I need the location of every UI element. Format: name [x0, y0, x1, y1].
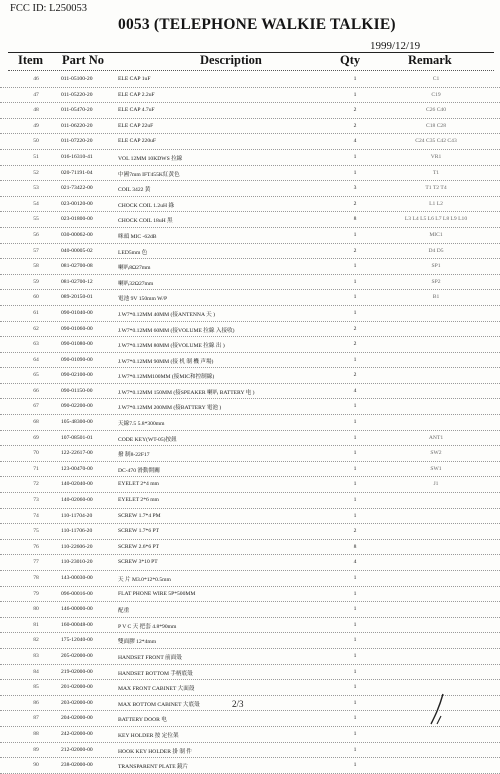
cell-qty: 1 — [353, 450, 357, 457]
cell-part-no: 023-00120-00 — [61, 200, 93, 207]
cell-part-no: 175-12040-00 — [61, 637, 93, 644]
cell-item: 73 — [33, 497, 39, 504]
cell-description: J.W7*0.12MM 60MM (接VOLUME 拉線 入接收) — [118, 327, 235, 334]
cell-qty: 1 — [353, 481, 357, 488]
cell-remark: C26 C40 — [425, 107, 447, 114]
cell-remark: L1 L2 — [429, 200, 443, 207]
cell-qty: 1 — [353, 403, 357, 410]
cell-item: 78 — [33, 575, 39, 581]
cell-item: 61 — [33, 309, 39, 316]
cell-item: 47 — [33, 91, 39, 98]
cell-remark: ANT1 — [428, 434, 444, 441]
cell-remark: B1 — [432, 294, 440, 301]
cell-part-no: 140-02060-00 — [61, 497, 93, 504]
cell-item: 90 — [33, 762, 39, 769]
cell-description: VOL 12MM 10KDWS 拉線 — [118, 155, 183, 162]
cell-item: 71 — [33, 465, 39, 472]
table-row — [0, 166, 500, 182]
cell-description: HANDSET BOTTOM 手柄底殼 — [118, 670, 193, 677]
table-row — [0, 493, 500, 509]
cell-part-no: 090-01040-00 — [61, 309, 93, 316]
table-row — [0, 384, 500, 400]
cell-description: 雙面膠 12*4mm — [118, 639, 157, 646]
cell-part-no: 143-00030-00 — [61, 575, 93, 581]
cell-remark: C24 C35 C42 C43 — [415, 138, 457, 145]
cell-qty: 1 — [353, 699, 357, 706]
cell-item: 58 — [33, 263, 39, 270]
table-row — [0, 259, 500, 275]
cell-description: 電池 9V 150mm W/P — [118, 296, 168, 303]
table-row — [0, 415, 500, 431]
cell-part-no: 110-23010-20 — [61, 559, 93, 566]
cell-description: J.W7*0.12MM 150MM (接SPEAKER 喇叭 BATTERY 电 ) — [118, 389, 255, 396]
cell-part-no: 146-00000-00 — [61, 606, 93, 613]
cell-description: 中國7mm IFT455K紅黃色 — [118, 171, 180, 178]
cell-part-no: 096-00016-00 — [61, 590, 93, 597]
cell-item: 57 — [33, 247, 39, 254]
cell-item: 69 — [33, 434, 39, 441]
cell-description: SCREW 3*10 PT — [118, 559, 158, 566]
cell-description: TRANSPARENT PLATE 鏡片 — [118, 764, 189, 771]
cell-description: CODE KEY(WT-05)按鈕 — [118, 436, 177, 443]
cell-item: 74 — [33, 512, 39, 519]
cell-part-no: 105-48300-00 — [61, 419, 93, 426]
cell-part-no: 081-02700-12 — [61, 278, 93, 285]
cell-qty: 2 — [353, 107, 357, 114]
table-row — [0, 727, 500, 743]
table-row — [0, 665, 500, 681]
cell-qty: 4 — [353, 387, 357, 394]
cell-description: ELE CAP 2.2uF — [118, 91, 155, 98]
cell-description: EYELET 2*6 mm — [118, 497, 159, 504]
cell-remark: MIC1 — [429, 231, 443, 238]
cell-part-no: 110-11706-20 — [61, 528, 93, 535]
cell-description: EYELET 2*4 mm — [118, 481, 159, 488]
cell-part-no: 203-02000-00 — [61, 699, 93, 706]
fcc-id: FCC ID: L250053 — [10, 3, 88, 14]
cell-part-no: 020-71191-04 — [61, 169, 93, 176]
cell-qty: 1 — [353, 231, 357, 238]
cell-description: 天 片 M3.0*12*0.5mm — [118, 577, 171, 583]
cell-item: 67 — [33, 403, 39, 410]
cell-part-no: 219-02000-00 — [61, 668, 93, 675]
cell-item: 87 — [33, 715, 39, 722]
cell-qty: 1 — [353, 590, 357, 597]
cell-qty: 1 — [353, 606, 357, 613]
document-date: 1999/12/19 — [370, 40, 421, 52]
table-row — [0, 72, 500, 88]
cell-part-no: 021-73422-00 — [61, 185, 93, 192]
cell-item: 63 — [33, 341, 39, 348]
cell-item: 89 — [33, 746, 39, 753]
table-row — [0, 212, 500, 228]
cell-description: LED5mm 色 — [118, 249, 148, 256]
table-row — [0, 743, 500, 759]
table-row — [0, 571, 500, 587]
cell-remark: C19 — [431, 91, 441, 98]
table-row — [0, 290, 500, 306]
cell-description: HOOK KEY HOLDER 掛 制 件 — [118, 748, 192, 755]
cell-qty: 1 — [353, 419, 357, 426]
cell-item: 86 — [33, 699, 39, 706]
cell-part-no: 110-11704-20 — [61, 512, 93, 519]
cell-part-no: 023-01800-00 — [61, 216, 93, 223]
table-row — [0, 555, 500, 571]
cell-part-no: 016-16310-41 — [61, 153, 93, 160]
handwritten-mark — [425, 690, 455, 726]
table-row — [0, 197, 500, 213]
cell-description: SCREW 1.7*4 PM — [118, 512, 161, 519]
table-row — [0, 103, 500, 119]
cell-qty: 8 — [353, 216, 357, 223]
cell-item: 65 — [33, 372, 39, 379]
cell-qty: 1 — [353, 356, 357, 363]
cell-part-no: 122-22617-00 — [61, 450, 93, 457]
cell-part-no: 160-00048-00 — [61, 621, 93, 628]
cell-part-no: 201-02000-00 — [61, 684, 93, 691]
table-row — [0, 275, 500, 291]
cell-part-no: 238-02000-00 — [61, 762, 93, 769]
table-row — [0, 446, 500, 462]
cell-qty: 2 — [353, 325, 357, 332]
cell-item: 72 — [33, 481, 39, 488]
table-row — [0, 477, 500, 493]
cell-item: 46 — [33, 76, 39, 82]
cell-qty: 1 — [353, 497, 357, 504]
cell-item: 52 — [33, 169, 39, 176]
table-row — [0, 431, 500, 447]
cell-description: ELE CAP 220uF — [118, 138, 157, 145]
cell-description: SCREW 1.7*6 PT — [118, 528, 160, 535]
cell-description: ELE CAP 1uF — [118, 76, 151, 82]
cell-remark: D4 D5 — [428, 247, 444, 254]
header-qty: Qty — [340, 53, 361, 67]
cell-qty: 1 — [353, 621, 357, 628]
cell-qty: 1 — [353, 715, 357, 722]
header-part-no: Part No — [62, 53, 104, 67]
table-row — [0, 618, 500, 634]
cell-item: 50 — [33, 138, 39, 145]
cell-description: 喇叭8Ω27mm — [118, 265, 151, 272]
cell-item: 80 — [33, 606, 39, 613]
document-title: 0053 (TELEPHONE WALKIE TALKIE) — [118, 16, 396, 33]
cell-qty: 1 — [353, 169, 357, 176]
table-row — [0, 134, 500, 150]
cell-qty: 1 — [353, 263, 357, 270]
cell-item: 60 — [33, 294, 39, 301]
cell-remark: SP1 — [431, 263, 441, 270]
cell-item: 76 — [33, 543, 39, 550]
cell-qty: 1 — [353, 730, 357, 737]
cell-qty: 1 — [353, 684, 357, 691]
cell-qty: 1 — [353, 91, 357, 98]
cell-qty: 2 — [353, 528, 357, 535]
cell-qty: 1 — [353, 309, 357, 316]
cell-description: 天線7.5 5.8*300mm — [118, 421, 165, 428]
cell-item: 88 — [33, 730, 39, 737]
cell-qty: 8 — [353, 543, 357, 550]
cell-part-no: 030-00062-00 — [61, 231, 93, 238]
cell-qty: 2 — [353, 122, 357, 129]
cell-description: COIL 3422 黃 — [118, 187, 151, 194]
cell-item: 51 — [33, 153, 39, 160]
cell-qty: 1 — [353, 434, 357, 441]
table-row — [0, 353, 500, 369]
cell-item: 84 — [33, 668, 39, 675]
cell-description: CHOCK COIL 18uH 黑 — [118, 218, 173, 225]
parts-table — [0, 72, 500, 774]
cell-item: 48 — [33, 107, 39, 114]
table-row — [0, 540, 500, 556]
cell-remark: L3 L4 L5 L6 L7 L8 L9 L10 — [404, 216, 468, 223]
cell-part-no: 242-02000-00 — [61, 730, 93, 737]
cell-qty: 1 — [353, 762, 357, 769]
table-row — [0, 337, 500, 353]
cell-item: 59 — [33, 278, 39, 285]
cell-part-no: 081-02700-08 — [61, 263, 93, 270]
cell-qty: 1 — [353, 512, 357, 519]
table-row — [0, 587, 500, 603]
cell-qty: 3 — [353, 185, 357, 192]
cell-qty: 1 — [353, 668, 357, 675]
table-row — [0, 602, 500, 618]
cell-qty: 1 — [353, 294, 357, 301]
cell-qty: 1 — [353, 76, 357, 82]
cell-description: 咪頭 MIC -62dB — [118, 233, 157, 240]
cell-qty: 1 — [353, 637, 357, 644]
cell-remark: VR1 — [430, 153, 442, 160]
cell-item: 68 — [33, 419, 39, 426]
cell-description: KEY HOLDER 按 定位架 — [118, 732, 179, 739]
cell-description: 配重 — [118, 608, 130, 615]
table-row — [0, 119, 500, 135]
cell-qty: 1 — [353, 278, 357, 285]
cell-item: 62 — [33, 325, 39, 332]
table-row — [0, 462, 500, 478]
table-row — [0, 399, 500, 415]
table-row — [0, 181, 500, 197]
cell-part-no: 090-02200-00 — [61, 403, 93, 410]
table-row — [0, 244, 500, 260]
cell-qty: 1 — [353, 465, 357, 472]
cell-remark: SW2 — [430, 450, 442, 457]
cell-description: 喇叭32Ω27mm — [118, 280, 154, 287]
cell-item: 79 — [33, 590, 39, 597]
cell-description: J.W7*0.12MM 200MM (接BATTERY 電池 ) — [118, 405, 222, 412]
cell-part-no: 212-02000-00 — [61, 746, 93, 753]
cell-qty: 1 — [353, 652, 357, 659]
cell-part-no: 011-06220-20 — [61, 122, 93, 129]
cell-part-no: 011-05470-20 — [61, 107, 93, 114]
cell-remark: C1 — [432, 76, 440, 82]
header-remark: Remark — [408, 53, 452, 67]
cell-part-no: 205-02000-00 — [61, 652, 93, 659]
cell-description: ELE CAP 4.7uF — [118, 107, 155, 114]
cell-remark: SP2 — [431, 278, 441, 285]
cell-description: 撥 制8-22F17 — [118, 452, 150, 459]
cell-part-no: 204-02000-00 — [61, 715, 93, 722]
table-row — [0, 150, 500, 166]
cell-description: J.W7*0.12MM 80MM (接VOLUME 拉線 出 ) — [118, 343, 225, 350]
cell-description: FLAT PHONE WIRE 5P*500MM — [118, 590, 196, 597]
cell-description: SCREW 2.6*6 PT — [118, 543, 160, 550]
cell-item: 83 — [33, 652, 39, 659]
table-row — [0, 509, 500, 525]
cell-description: BATTERY DOOR 电 — [118, 717, 167, 724]
cell-remark: J1 — [433, 481, 439, 488]
cell-qty: 1 — [353, 153, 357, 160]
table-row — [0, 524, 500, 540]
cell-part-no: 090-02100-00 — [61, 372, 93, 379]
cell-part-no: 107-08501-01 — [61, 434, 93, 441]
cell-qty: 1 — [353, 746, 357, 753]
cell-item: 82 — [33, 637, 39, 644]
table-row — [0, 633, 500, 649]
cell-qty: 1 — [353, 575, 357, 581]
table-row — [0, 649, 500, 665]
cell-item: 77 — [33, 559, 39, 566]
cell-qty: 2 — [353, 372, 357, 379]
cell-part-no: 011-05100-20 — [61, 76, 93, 82]
cell-part-no: 123-00470-00 — [61, 465, 93, 472]
header-item: Item — [18, 53, 43, 67]
cell-remark: SW1 — [430, 465, 442, 472]
cell-qty: 2 — [353, 200, 357, 207]
cell-item: 64 — [33, 356, 39, 363]
cell-description: ELE CAP 22uF — [118, 122, 154, 129]
table-row — [0, 306, 500, 322]
cell-qty: 2 — [353, 341, 357, 348]
cell-description: J.W7*0.12MM 40MM (接ANTENNA 天 ) — [118, 311, 215, 318]
table-row — [0, 88, 500, 104]
cell-description: DC-470 滑動開關 — [118, 467, 160, 474]
header-description: Description — [200, 53, 262, 67]
cell-item: 53 — [33, 185, 39, 192]
cell-part-no: 140-02040-00 — [61, 481, 93, 488]
cell-item: 81 — [33, 621, 39, 628]
cell-item: 56 — [33, 231, 39, 238]
cell-description: HANDSET FRONT 前面殼 — [118, 654, 182, 661]
cell-description: MAX FRONT CABINET 大面殼 — [118, 686, 195, 693]
cell-part-no: 011-05220-20 — [61, 91, 93, 98]
cell-part-no: 090-01090-00 — [61, 356, 93, 363]
table-row — [0, 368, 500, 384]
cell-part-no: 089-20150-01 — [61, 294, 93, 301]
cell-remark: C18 C28 — [425, 122, 447, 129]
table-row — [0, 758, 500, 774]
cell-qty: 2 — [353, 247, 357, 254]
cell-part-no: 090-01060-00 — [61, 325, 93, 332]
cell-item: 66 — [33, 387, 39, 394]
cell-item: 70 — [33, 450, 39, 457]
cell-qty: 4 — [353, 559, 357, 566]
cell-part-no: 040-00005-02 — [61, 247, 93, 254]
cell-item: 55 — [33, 216, 39, 223]
page-number: 2/3 — [232, 699, 244, 709]
cell-part-no: 110-22606-20 — [61, 543, 93, 550]
cell-item: 54 — [33, 200, 39, 207]
cell-description: CHOCK COIL 1.2uH 綠 — [118, 202, 175, 209]
cell-remark: T1 T2 T4 — [425, 185, 447, 192]
cell-description: MAX BOTTOM CABINET 大底殼 — [118, 701, 200, 708]
cell-part-no: 090-01080-00 — [61, 341, 93, 348]
cell-part-no: 011-07220-20 — [61, 138, 93, 145]
cell-description: J.W7*0.12MM 90MM (接 机 制 機 声場) — [118, 358, 214, 365]
cell-part-no: 090-01150-00 — [61, 387, 93, 394]
cell-remark: T1 — [432, 169, 440, 176]
table-row — [0, 322, 500, 338]
cell-description: J.W7*0.12MM100MM (接MIC和控制線) — [118, 374, 215, 381]
table-row — [0, 228, 500, 244]
cell-item: 75 — [33, 528, 39, 535]
cell-qty: 4 — [353, 138, 357, 145]
cell-item: 85 — [33, 684, 39, 691]
header-rule — [8, 70, 494, 71]
cell-description: P V C 天 把套 4.8*90mm — [118, 623, 177, 630]
cell-item: 49 — [33, 122, 39, 129]
